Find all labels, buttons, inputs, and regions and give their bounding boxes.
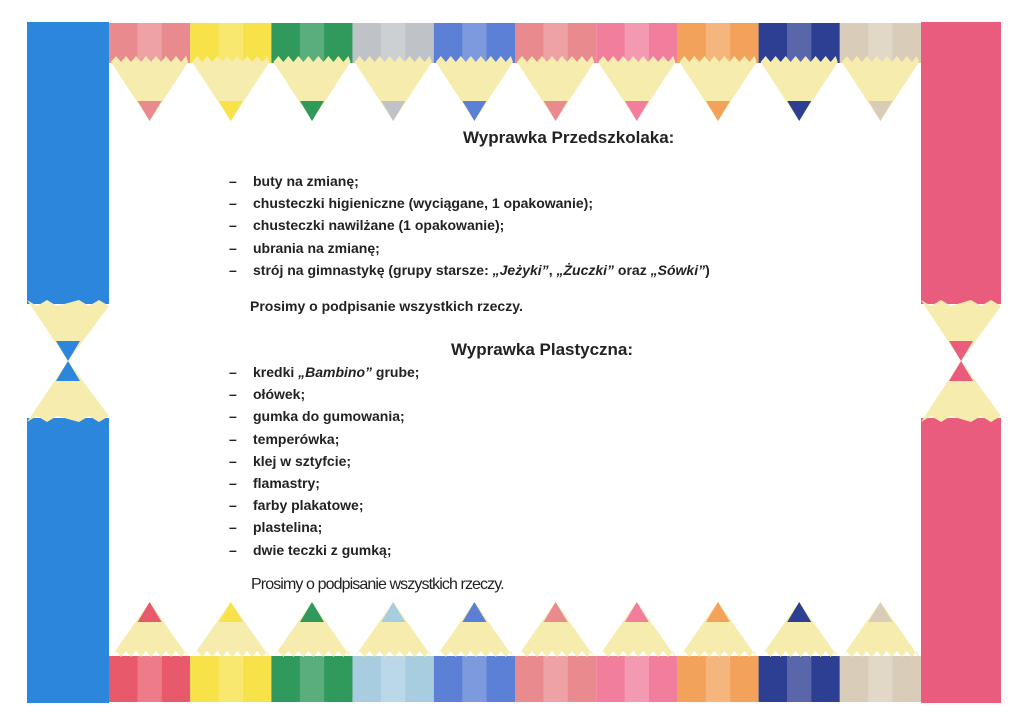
dash: – xyxy=(229,519,237,536)
dash: – xyxy=(229,430,237,447)
dash: – xyxy=(229,239,237,256)
art-items-list xyxy=(229,361,419,561)
dash: – xyxy=(229,364,237,380)
label-request-note-2: Prosimy o podpisanie wszystkich rzeczy. xyxy=(251,576,504,593)
list-item: – farby plakatowe; xyxy=(229,494,419,516)
label-request-note: Prosimy o podpisanie wszystkich rzeczy. xyxy=(250,298,523,314)
list-item: – ołówek; xyxy=(229,383,419,405)
list-item: – chusteczki higieniczne (wyciągane, 1 opakowanie); xyxy=(229,192,710,214)
dash: – xyxy=(229,217,237,234)
dash: – xyxy=(229,541,237,558)
section-title-preschooler: Wyprawka Przedszkolaka: xyxy=(463,128,675,147)
dash: – xyxy=(229,497,237,514)
dash: – xyxy=(229,195,237,212)
list-item: – gumka do gumowania; xyxy=(229,405,419,427)
list-item: – buty na zmianę; xyxy=(229,170,710,192)
group-name: „Sówki” xyxy=(650,261,706,278)
brand-name: „Bambino” xyxy=(298,364,373,380)
dash: – xyxy=(229,452,237,469)
list-item: – kredki „Bambino” grube; xyxy=(229,361,419,383)
list-item: – klej w sztyfcie; xyxy=(229,450,419,472)
list-item: – ubrania na zmianę; xyxy=(229,237,710,259)
list-item: – plastelina; xyxy=(229,516,419,538)
list-item: – dwie teczki z gumką; xyxy=(229,539,419,561)
group-name: „Jeżyki” xyxy=(492,261,549,278)
group-name: „Żuczki” xyxy=(556,261,615,278)
dash: – xyxy=(229,474,237,491)
dash: – xyxy=(229,408,237,425)
preschooler-items-list xyxy=(229,170,710,281)
section-title-art: Wyprawka Plastyczna: xyxy=(451,340,634,359)
dash: – xyxy=(229,261,237,278)
dash: – xyxy=(229,173,237,189)
list-item: – chusteczki nawilżane (1 opakowanie); xyxy=(229,214,710,236)
list-item: – flamastry; xyxy=(229,472,419,494)
dash: – xyxy=(229,386,237,403)
list-item: – strój na gimnastykę (grupy starsze: „Jeżyki”, „Żuczki” oraz „Sówki”) xyxy=(229,259,710,281)
list-item: – temperówka; xyxy=(229,428,419,450)
